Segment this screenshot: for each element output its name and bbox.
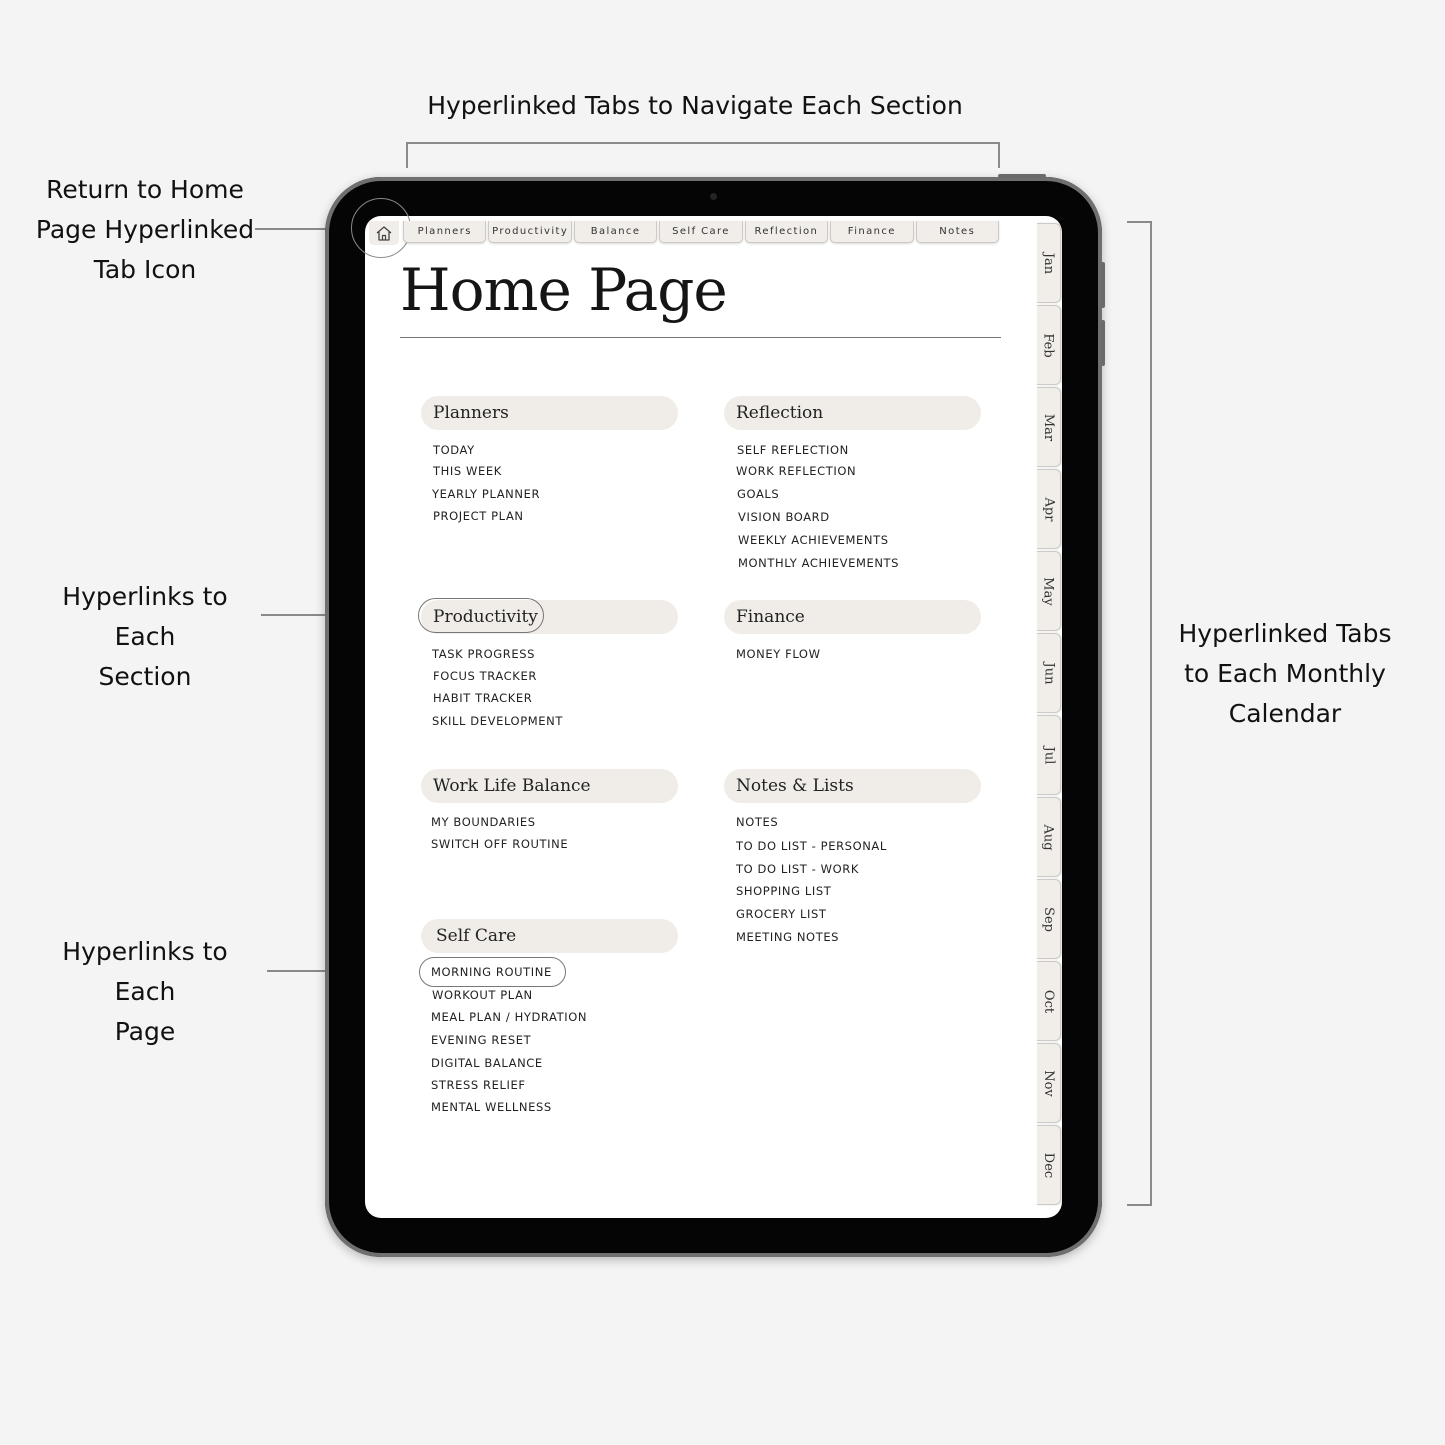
- month-label: Nov: [1041, 1069, 1057, 1097]
- section-finance[interactable]: Finance: [724, 600, 981, 634]
- link-todo-work[interactable]: TO DO LIST - WORK: [736, 862, 860, 876]
- month-label: Oct: [1041, 989, 1057, 1013]
- productivity-highlight-oval: [418, 598, 544, 633]
- month-tab-sep[interactable]: [1037, 879, 1061, 959]
- tablet-camera: [710, 193, 717, 200]
- link-work-reflection[interactable]: WORK REFLECTION: [736, 464, 857, 478]
- month-tab-aug[interactable]: [1037, 797, 1061, 877]
- month-label: Sep: [1041, 906, 1057, 932]
- annotation-page: Hyperlinks to Each Page: [62, 937, 228, 1046]
- link-monthly-achievements[interactable]: MONTHLY ACHIEVEMENTS: [738, 556, 900, 570]
- link-vision-board[interactable]: VISION BOARD: [738, 510, 830, 524]
- section-reflection[interactable]: Reflection: [724, 396, 981, 430]
- section-productivity[interactable]: Productivity: [421, 600, 678, 634]
- month-tab-jun[interactable]: [1037, 633, 1061, 713]
- month-tab-oct[interactable]: [1037, 961, 1061, 1041]
- month-tabs: [1037, 221, 1062, 1206]
- annotation-top: Hyperlinked Tabs to Navigate Each Section: [427, 91, 963, 120]
- tab-notes[interactable]: Notes: [916, 221, 999, 243]
- link-meeting-notes[interactable]: MEETING NOTES: [736, 930, 840, 944]
- link-stress-relief[interactable]: STRESS RELIEF: [431, 1078, 526, 1092]
- page-title: Home Page: [400, 256, 727, 324]
- tablet-volume-up: [1101, 262, 1105, 308]
- link-workout-plan[interactable]: WORKOUT PLAN: [432, 988, 533, 1002]
- month-label: Dec: [1041, 1152, 1056, 1178]
- link-weekly-achievements[interactable]: WEEKLY ACHIEVEMENTS: [738, 533, 889, 547]
- bracket-right-top: [1127, 221, 1151, 223]
- annotation-home: Return to Home Page Hyperlinked Tab Icon: [35, 175, 255, 284]
- link-todo-personal[interactable]: TO DO LIST - PERSONAL: [736, 839, 887, 853]
- link-project-plan[interactable]: PROJECT PLAN: [433, 509, 524, 523]
- bracket-right-bottom: [1127, 1204, 1151, 1206]
- month-tab-apr[interactable]: [1037, 469, 1061, 549]
- bracket-top-left: [406, 142, 408, 168]
- month-label: Apr: [1041, 497, 1056, 521]
- link-this-week[interactable]: THIS WEEK: [433, 464, 502, 478]
- link-digital-balance[interactable]: DIGITAL BALANCE: [431, 1056, 543, 1070]
- month-tab-dec[interactable]: [1037, 1125, 1061, 1205]
- link-mental-wellness[interactable]: MENTAL WELLNESS: [431, 1100, 552, 1114]
- month-label: Jan: [1041, 252, 1056, 274]
- month-tab-may[interactable]: [1037, 551, 1061, 631]
- bracket-top-right: [998, 142, 1000, 168]
- link-shopping-list[interactable]: SHOPPING LIST: [736, 884, 832, 898]
- link-meal-plan[interactable]: MEAL PLAN / HYDRATION: [431, 1010, 588, 1024]
- link-my-boundaries[interactable]: MY BOUNDARIES: [431, 815, 536, 829]
- bracket-top-h: [406, 142, 1000, 144]
- month-tab-feb[interactable]: [1037, 305, 1061, 385]
- tab-productivity[interactable]: Productivity: [488, 221, 571, 243]
- link-task-progress[interactable]: TASK PROGRESS: [432, 647, 536, 661]
- tab-balance[interactable]: Balance: [574, 221, 657, 243]
- month-tab-jan[interactable]: [1037, 223, 1061, 303]
- tablet-volume-down: [1101, 320, 1105, 366]
- month-tab-mar[interactable]: [1037, 387, 1061, 467]
- section-planners[interactable]: Planners: [421, 396, 678, 430]
- section-self-care[interactable]: Self Care: [421, 919, 678, 953]
- month-label: Jun: [1041, 662, 1056, 684]
- month-tab-jul[interactable]: [1037, 715, 1061, 795]
- month-tab-nov[interactable]: [1037, 1043, 1061, 1123]
- link-self-reflection[interactable]: SELF REFLECTION: [737, 443, 849, 457]
- month-label: Jul: [1041, 746, 1056, 764]
- month-label: Feb: [1041, 332, 1057, 358]
- annotation-monthly: Hyperlinked Tabs to Each Monthly Calendar: [1178, 619, 1392, 728]
- title-divider: [400, 337, 1001, 338]
- link-yearly-planner[interactable]: YEARLY PLANNER: [432, 487, 541, 501]
- link-money-flow[interactable]: MONEY FLOW: [736, 647, 821, 661]
- section-work-life-balance[interactable]: Work Life Balance: [421, 769, 678, 803]
- tab-self-care[interactable]: Self Care: [659, 221, 742, 243]
- annotation-section: Hyperlinks to Each Section: [62, 582, 228, 691]
- month-label: Aug: [1041, 823, 1056, 851]
- link-evening-reset[interactable]: EVENING RESET: [431, 1033, 532, 1047]
- month-label: Mar: [1041, 413, 1056, 441]
- link-focus-tracker[interactable]: FOCUS TRACKER: [433, 669, 537, 683]
- link-goals[interactable]: GOALS: [737, 487, 780, 501]
- section-notes-lists[interactable]: Notes & Lists: [724, 769, 981, 803]
- tab-finance[interactable]: Finance: [830, 221, 913, 243]
- home-highlight-circle: [351, 198, 411, 258]
- link-skill-development[interactable]: SKILL DEVELOPMENT: [432, 714, 563, 728]
- link-notes[interactable]: NOTES: [736, 815, 779, 829]
- bracket-right-v: [1150, 221, 1152, 1206]
- tablet-top-button: [998, 174, 1046, 178]
- link-habit-tracker[interactable]: HABIT TRACKER: [433, 691, 533, 705]
- link-switch-off-routine[interactable]: SWITCH OFF ROUTINE: [431, 837, 569, 851]
- link-today[interactable]: TODAY: [433, 443, 475, 457]
- section-tabs: [403, 221, 1001, 245]
- link-morning-routine[interactable]: MORNING ROUTINE: [431, 965, 552, 979]
- link-grocery-list[interactable]: GROCERY LIST: [736, 907, 827, 921]
- month-label: May: [1041, 576, 1056, 606]
- tab-planners[interactable]: Planners: [403, 221, 486, 243]
- tab-reflection[interactable]: Reflection: [745, 221, 828, 243]
